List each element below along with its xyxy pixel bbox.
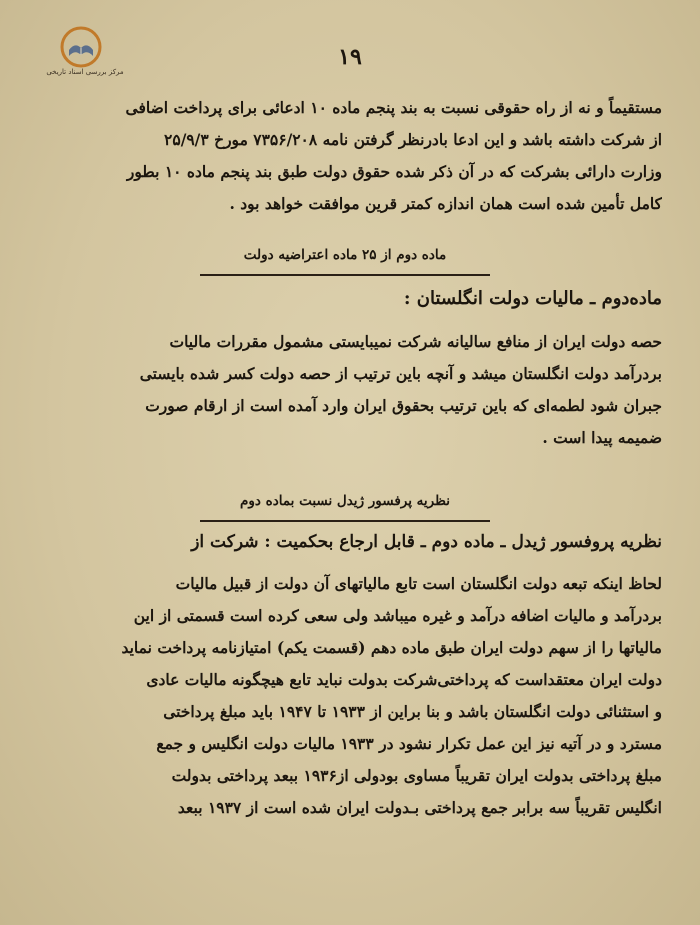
section-2-title: نظریه پرفسور ژیدل نسبت بماده دوم bbox=[240, 493, 450, 509]
text-line: بردرآمد و مالیات اضافه درآمد و غیره میباشد ولی سعی کرده است قسمتی از این bbox=[133, 606, 662, 625]
text-line: مبلغ پرداختی بدولت ایران تقریباً مساوی بودولی از۱۹۳۶ ببعد پرداختی بدولت bbox=[171, 766, 662, 785]
paragraph-3 bbox=[40, 568, 662, 824]
text-line: وزارت دارائی بشرکت که در آن ذکر شده حقوق دولت طبق بند پنجم ماده ۱۰ بطور bbox=[126, 162, 662, 181]
text-line: لحاظ اینکه تبعه دولت انگلستان است تابع مالیاتهای آن دولت از قبیل مالیات bbox=[175, 574, 662, 593]
text-line: مالیاتها را از سهم دولت ایران طبق ماده دهم (قسمت یکم) امتیازنامه پرداخت نماید bbox=[121, 638, 662, 657]
text-line: مسترد و در آتیه نیز این عمل تکرار نشود در ۱۹۳۳ مالیات دولت انگلیس و جمع bbox=[156, 734, 662, 753]
section-1-rule bbox=[200, 274, 490, 276]
section-2-heading: نظریه پروفسور ژیدل ـ ماده دوم ـ قابل ارجاع بحکمیت : شرکت از bbox=[191, 532, 662, 552]
text-line: انگلیس تقریباً سه برابر جمع پرداختی بـدولت ایران شده است از ۱۹۳۷ ببعد bbox=[177, 798, 662, 817]
archive-logo-text: مرکز بررسی اسناد تاریخی bbox=[46, 68, 124, 76]
section-1-heading: ماده‌دوم ـ مالیات دولت انگلستان : bbox=[403, 288, 662, 309]
text-line: از شرکت داشته باشد و این ادعا بادرنظر گرفتن نامه ۷۳۵۶/۲۰۸ مورخ ۲۵/۹/۳ bbox=[164, 130, 662, 149]
text-line: بردرآمد دولت انگلستان میشد و آنچه باین ترتیب از حصه دولت کسر شده بایستی bbox=[139, 364, 662, 383]
section-2-rule bbox=[200, 520, 490, 522]
paragraph-2 bbox=[40, 326, 662, 454]
page-number: ۱۹ bbox=[338, 44, 362, 70]
text-line: دولت ایران معتقداست که پرداختی‌شرکت بدولت نباید تابع هیچگونه مالیات عادی bbox=[146, 670, 662, 689]
text-line: حصه دولت ایران از منافع سالیانه شرکت نمیبایستی مشمول مقررات مالیات bbox=[169, 332, 662, 351]
text-line: مستقیماً و نه از راه حقوقی نسبت به بند پنجم ماده ۱۰ ادعائی برای پرداخت اضافی bbox=[125, 98, 662, 117]
text-line: ضمیمه پیدا است . bbox=[542, 428, 662, 447]
text-line: جبران شود لطمه‌ای که باین ترتیب بحقوق ایران وارد آمده است از ارقام صورت bbox=[145, 396, 662, 415]
text-line: کامل تأمین شده است همان اندازه کمتر قرین موافقت خواهد بود . bbox=[229, 194, 662, 213]
paragraph-1 bbox=[40, 92, 662, 220]
section-1-title: ماده دوم از ۲۵ ماده اعتراضیه دولت bbox=[243, 247, 447, 263]
text-line: و استثنائی دولت انگلستان باشد و بنا براین از ۱۹۳۳ تا ۱۹۴۷ باید مبلغ پرداختی bbox=[163, 702, 662, 721]
